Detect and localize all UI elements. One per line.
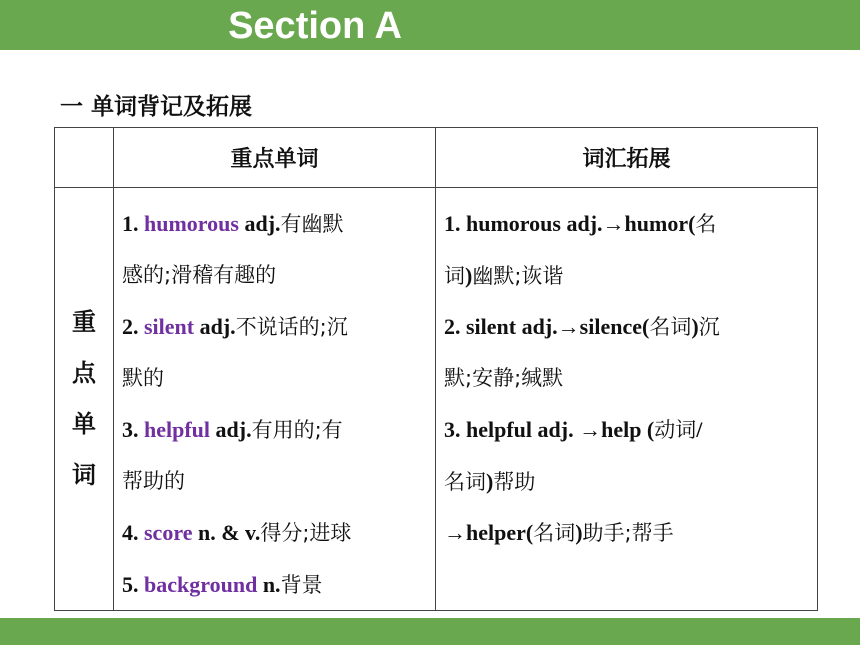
expansion-zh: 沉 bbox=[698, 315, 720, 339]
part-of-speech: adj. bbox=[210, 417, 252, 442]
key-word: helpful bbox=[144, 417, 211, 442]
expansion-en: / bbox=[696, 417, 703, 442]
expansion-zh: 名 bbox=[695, 212, 717, 236]
expansion-en: 1. humorous adj.→humor( bbox=[444, 211, 696, 236]
part-of-speech: adj. bbox=[238, 211, 281, 236]
item-number: 5. bbox=[122, 571, 144, 597]
expansion-zh: 名词 bbox=[533, 521, 576, 545]
list-item bbox=[122, 507, 431, 559]
meaning: 有用的;有 bbox=[251, 418, 343, 442]
meaning: 背景 bbox=[280, 572, 323, 597]
expansion-en: ) bbox=[465, 262, 473, 288]
expansion-zh: 名词 bbox=[649, 315, 692, 339]
expansion-en: ) bbox=[486, 468, 494, 494]
meaning-continued: 默的 bbox=[122, 365, 164, 390]
side-label-char: 单 bbox=[72, 410, 96, 438]
expansion-zh: 名词 bbox=[444, 469, 486, 494]
item-number: 4. bbox=[122, 520, 144, 545]
column-header-blank bbox=[55, 128, 114, 188]
column-header-key-words: 重点单词 bbox=[114, 128, 436, 188]
section-heading: 一 单词背记及拓展 bbox=[60, 94, 253, 120]
expansion-en: ) bbox=[691, 314, 699, 339]
expansion-zh: 幽默;诙谐 bbox=[472, 263, 564, 288]
item-number: 1. bbox=[122, 211, 144, 236]
column-header-expansion: 词汇拓展 bbox=[436, 128, 818, 188]
expansion-zh: 动词 bbox=[654, 418, 697, 442]
expansion-cell bbox=[436, 188, 818, 611]
expansion-line bbox=[444, 507, 813, 559]
expansion-en: 3. helpful adj. →help ( bbox=[444, 417, 655, 442]
key-word: score bbox=[144, 520, 193, 545]
expansion-line bbox=[444, 250, 813, 302]
expansion-en: 2. silent adj.→silence( bbox=[444, 314, 650, 339]
expansion-line: 默;安静;缄默 bbox=[444, 365, 564, 390]
expansion-zh: 帮助 bbox=[493, 469, 536, 494]
expansion-line bbox=[444, 301, 813, 353]
expansion-line bbox=[444, 404, 813, 456]
key-word: silent bbox=[144, 314, 195, 339]
key-word: background bbox=[144, 571, 258, 597]
table-header-row bbox=[55, 128, 818, 188]
key-words-cell bbox=[114, 188, 436, 611]
list-item bbox=[122, 559, 431, 611]
footer-bar bbox=[0, 618, 860, 645]
meaning: 有幽默 bbox=[280, 212, 344, 236]
expansion-line bbox=[444, 198, 813, 250]
expansion-zh: 词 bbox=[444, 263, 465, 288]
side-label-char: 点 bbox=[72, 359, 96, 387]
part-of-speech: n. & v. bbox=[192, 520, 261, 545]
meaning-continued: 帮助的 bbox=[122, 468, 185, 493]
list-item bbox=[122, 198, 431, 250]
item-number: 3. bbox=[122, 417, 144, 442]
expansion-en: →helper( bbox=[444, 520, 534, 545]
side-label bbox=[55, 188, 114, 611]
part-of-speech: n. bbox=[257, 571, 281, 597]
expansion-zh: 助手;帮手 bbox=[582, 521, 674, 545]
meaning: 不说话的;沉 bbox=[235, 315, 348, 339]
expansion-line bbox=[444, 456, 813, 508]
vocabulary-table bbox=[54, 127, 818, 611]
list-item bbox=[122, 404, 431, 456]
key-word: humorous bbox=[144, 211, 239, 236]
meaning: 得分;进球 bbox=[260, 521, 352, 545]
list-item bbox=[122, 301, 431, 353]
table-body-row bbox=[55, 188, 818, 611]
item-number: 2. bbox=[122, 314, 144, 339]
side-label-char: 词 bbox=[72, 461, 96, 489]
side-label-char: 重 bbox=[72, 308, 96, 336]
page-title: Section A bbox=[228, 5, 402, 47]
part-of-speech: adj. bbox=[194, 314, 236, 339]
expansion-en: ) bbox=[575, 520, 583, 545]
meaning-continued: 感的;滑稽有趣的 bbox=[122, 262, 277, 287]
